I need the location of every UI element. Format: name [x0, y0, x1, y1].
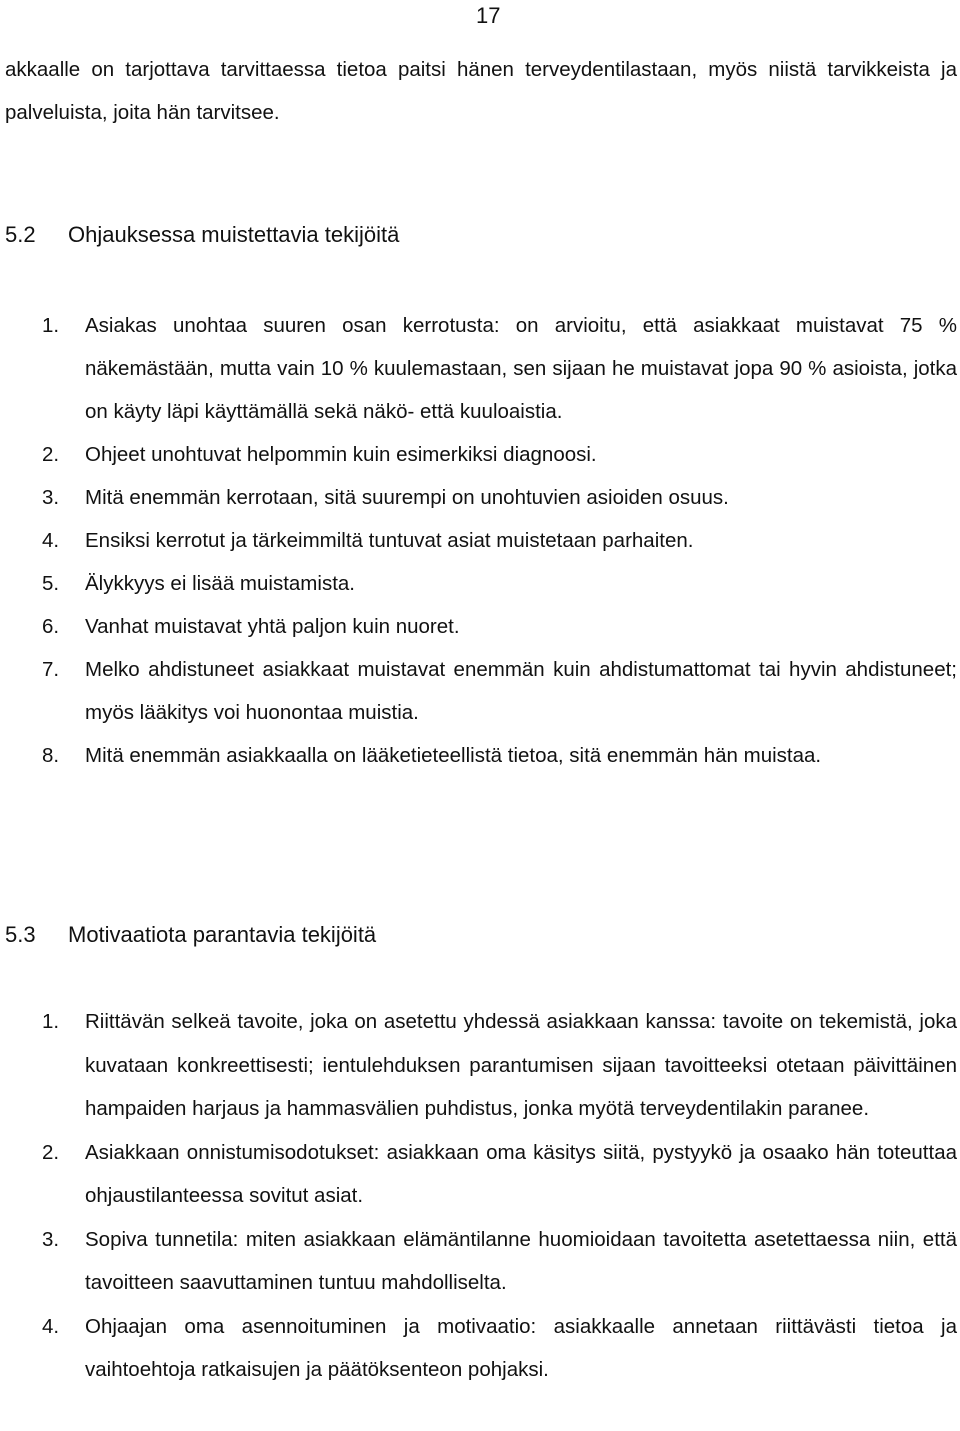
- item-text: Ohjaajan oma asennoituminen ja motivaatio: asiakkaalle annetaan riittävästi tietoa ja vaihtoehtoja ratkaisujen ja päätöksenteon pohjaksi.: [85, 1314, 957, 1381]
- list-item: [5, 734, 957, 777]
- intro-paragraph: akkaalle on tarjottava tarvittaessa tietoa paitsi hänen terveydentilastaan, myös niistä tarvikkeista ja palveluista, joita hän tarvitsee.: [5, 58, 957, 124]
- item-number: 2.: [42, 1140, 60, 1164]
- section-title: Motivaatiota parantavia tekijöitä: [68, 922, 377, 947]
- list-item: [5, 476, 957, 519]
- list-item: [5, 1131, 957, 1218]
- list-item: [5, 1305, 957, 1392]
- list-item: [5, 562, 957, 605]
- page-number: 17: [476, 3, 501, 28]
- item-text: Mitä enemmän kerrotaan, sitä suurempi on unohtuvien asioiden osuus.: [85, 486, 729, 509]
- item-number: 2.: [42, 443, 60, 466]
- item-number: 7.: [42, 658, 60, 681]
- section-heading-5-2: [5, 220, 399, 250]
- item-number: 4.: [42, 529, 60, 552]
- item-text: Melko ahdistuneet asiakkaat muistavat enemmän kuin ahdistumattomat tai hyvin ahdistuneet; myös lääkitys voi huonontaa muistia.: [85, 658, 957, 724]
- section-number: 5.3: [5, 922, 36, 947]
- item-text: Asiakkaan onnistumisodotukset: asiakkaan oma käsitys siitä, pystyykö ja osaako hän toteuttaa ohjaustilanteessa sovitut asiat.: [85, 1140, 957, 1207]
- list-item: [5, 433, 957, 476]
- section-heading-5-3: [5, 920, 376, 950]
- section-number: 5.2: [5, 222, 36, 247]
- item-number: 1.: [42, 314, 60, 337]
- item-number: 3.: [42, 1227, 60, 1251]
- list-item: [5, 304, 957, 433]
- item-text: Älykkyys ei lisää muistamista.: [85, 572, 355, 595]
- motivation-factors-list: [5, 1000, 957, 1392]
- list-item: [5, 605, 957, 648]
- item-number: 1.: [42, 1010, 60, 1033]
- item-number: 4.: [42, 1314, 60, 1338]
- list-item: [5, 1000, 957, 1131]
- item-text: Riittävän selkeä tavoite, joka on asetettu yhdessä asiakkaan kanssa: tavoite on tekemistä, joka kuvataan konkreettisesti; ientulehduksen parantumisen sijaan tavoitteeksi otetaan päivittäinen hampaiden harjaus ja hammasvälien puhdistus, jonka myötä terveydentilakin paranee.: [85, 1010, 957, 1120]
- list-item: [5, 519, 957, 562]
- item-number: 5.: [42, 572, 60, 595]
- item-number: 8.: [42, 744, 60, 767]
- item-text: Asiakas unohtaa suuren osan kerrotusta: on arvioitu, että asiakkaat muistavat 75 % näkemästään, mutta vain 10 % kuulemastaan, sen sijaan he muistavat jopa 90 % asioista, jotka on käyty läpi käyttämällä sekä näkö- että kuuloaistia.: [85, 314, 957, 423]
- item-text: Vanhat muistavat yhtä paljon kuin nuoret.: [85, 615, 460, 638]
- reminder-factors-list: [5, 304, 957, 777]
- list-item: [5, 648, 957, 734]
- item-text: Ensiksi kerrotut ja tärkeimmiltä tuntuvat asiat muistetaan parhaiten.: [85, 529, 694, 552]
- list-item: [5, 1218, 957, 1305]
- item-text: Ohjeet unohtuvat helpommin kuin esimerkiksi diagnoosi.: [85, 443, 597, 466]
- section-title: Ohjauksessa muistettavia tekijöitä: [68, 222, 400, 247]
- item-text: Sopiva tunnetila: miten asiakkaan elämäntilanne huomioidaan tavoitetta asetettaessa niin, että tavoitteen saavuttaminen tuntuu mahdolliselta.: [85, 1227, 957, 1294]
- item-text: Mitä enemmän asiakkaalla on lääketieteellistä tietoa, sitä enemmän hän muistaa.: [85, 744, 822, 767]
- item-number: 6.: [42, 615, 60, 638]
- item-number: 3.: [42, 486, 60, 509]
